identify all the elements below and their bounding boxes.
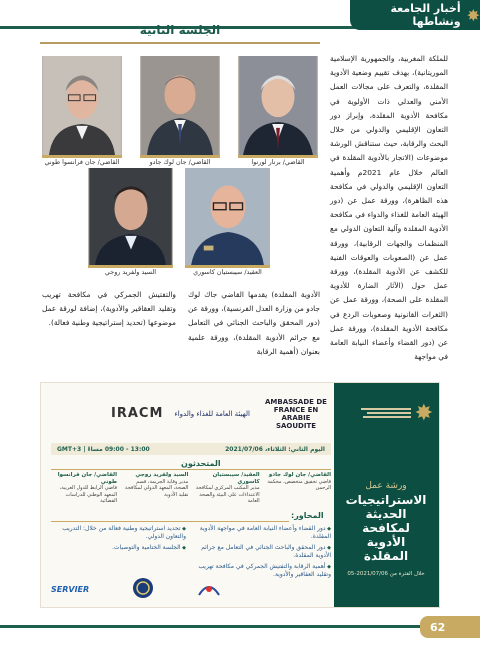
axis-item: ◆ دور القضاء وأعضاء النيابة العامة في مواجهة الأدوية المقلدة. xyxy=(196,525,331,541)
partner-emblem-icon xyxy=(197,577,221,601)
footer-rule xyxy=(0,625,420,628)
poster-title xyxy=(343,479,429,563)
article-column-left: والتفتيش الجمركي في مكافحة تهريب وتقليد العقاقير والأدوية)، إضافة لورقة عمل موضوعها (تحديد إستراتيجية وطنية فعالة). xyxy=(42,290,176,328)
photo-speaker-2 xyxy=(140,56,220,158)
photo-caption-5: السيد ولفريد روجي xyxy=(104,268,157,276)
photo-speaker-5 xyxy=(88,168,173,268)
axis-item: ◆ دور المحقق والباحث الجنائي في التعامل مع جرائم الأدوية المقلدة. xyxy=(196,544,331,560)
iracm-logo: IRACM xyxy=(111,406,164,421)
ambassade-logo: AMBASSADE DE FRANCE EN ARABIE SAOUDITE xyxy=(265,398,327,430)
photo-caption-1: القاضي/ برنار لورنوا xyxy=(251,158,305,166)
portrait-image xyxy=(238,56,318,155)
axes-column-left xyxy=(51,525,186,582)
speaker-item: القاضي/ جان لوك جادو قاضي تحقيق متخصص، محكمة الرحمن xyxy=(267,472,331,491)
photo-speaker-3 xyxy=(42,56,122,158)
speaker-item: العقيد/ سيبستيان كاسوري مدير المكتب المركزي لمكافحة الاعتداءات على البيئة والصحة العامة xyxy=(195,472,260,504)
speakers-list xyxy=(51,472,331,505)
poster-time: 13:00 - 09:00 مساءً | GMT+3 xyxy=(57,445,150,453)
axis-item: ◆ أهمية الرقابة والتفتيش الجمركي في مكافحة تهريب وتقليد العقاقير والأدوية. xyxy=(196,563,331,579)
photo-caption-3: القاضي/ جان فرانسوا طوني xyxy=(44,158,120,166)
speaker-item: السيد ولفريد روجي مدير وقاية الجريمة، قسم الصحة، المعهد الدولي لمكافحة تقليد الأدوية xyxy=(125,472,189,498)
sponsor-logos xyxy=(51,575,221,603)
nauss-emblem-icon: ✸ xyxy=(414,400,433,426)
poster-title-panel xyxy=(334,383,439,608)
portrait-image xyxy=(185,168,270,265)
portrait-image xyxy=(140,56,220,155)
nauss-logo xyxy=(337,393,433,433)
poster-title-main: الاستراتيجيات الحديثة لمكافحة الأدوية المقلدة xyxy=(345,493,427,563)
partner-logos xyxy=(111,391,331,437)
workshop-poster xyxy=(40,382,440,608)
session-title-rule xyxy=(40,42,320,44)
poster-period: خلال الفترة من 2021/07/06-05 xyxy=(347,571,425,577)
sfda-logo: الهيئة العامة للغذاء والدواء xyxy=(174,410,250,418)
axes-rule xyxy=(51,521,289,522)
page-number: 62 xyxy=(420,616,480,638)
portrait-image xyxy=(42,56,122,155)
servier-logo: SERVIER xyxy=(51,584,90,594)
axis-item: ◆ تحديد استراتيجية وطنية فعالة من خلال: التدريب والتعاون الدولي. xyxy=(51,525,186,541)
article-column-right: للملكة المغربية، والجمهورية الإسلامية الموريتانية)، بهدف تقييم وضعية الأدوية المقلدة، والتعرف على مجالات العمل الأمني والعدلي ذات الأولوية في مكافحة الأدوية المقلدة، وإبراز دور التعاون الإقليمي والدولي من خلال البحث والرقابة، حيث ستناقش الورشة موضوعات (الاتجار بالأدوية المقلدة في العالم خلال عام 2021م وأهمية التعاون الإقليمي والدولي في مكافحة هذه الظاهرة)، وورقة عمل عن (دور الهيئة العامة للغذاء والدواء في مكافحة الأدوية المقلدة وآلية التعاون الدولي مع المنظمات والجهات الرقابية)، وورقة عمل عن (الصعوبات والعوقات الفنية للكشف عن الأدوية المقلدة)، وورقة عمل حول (الآثار الضارة للأدوية المقلدة على الصحة)، وورقة عمل عن (الثغرات القانونية وصعوبات الردع في مكافحة الأدوية المقلدة)، وورقة عمل عن (دور القضاء وأعضاء النيابة العامة في مواجهة xyxy=(330,54,448,362)
poster-title-small: ورشة عمل xyxy=(365,481,407,491)
round-seal-icon xyxy=(132,577,154,601)
session-title: الجلسة الثانية xyxy=(139,23,221,37)
photo-caption-4: العقيد/ سيبستيان كاسوري xyxy=(193,268,262,276)
article-column-middle: الأدوية المقلدة) يقدمها القاضي جاك لوك جادو من وزارة العدل الفرنسية)، وورقة عن (دور المحقق والباحث الجنائي في التعامل مع جرائم الأدوية المقلدة)، وورقة علمية بعنوان (أهمية الرقابة xyxy=(188,290,320,356)
axes-heading: المحاور: xyxy=(291,511,324,520)
section-label: أخبار الجامعة ونشاطها xyxy=(390,2,461,28)
axis-item: ◆ الجلسة الختامية والتوصيات. xyxy=(51,544,186,552)
photo-speaker-1 xyxy=(238,56,318,158)
university-emblem-icon: ✸ xyxy=(466,5,480,25)
speakers-heading: المتحدثون xyxy=(181,459,221,468)
portrait-image xyxy=(88,168,173,265)
speakers-rule xyxy=(51,469,331,470)
photo-speaker-4 xyxy=(185,168,270,268)
poster-date: اليوم الثاني: الثلاثاء، 2021/07/06 xyxy=(225,445,325,453)
axes-list xyxy=(51,525,331,582)
photo-caption-2: القاضي/ جان لوك جادو xyxy=(149,158,211,166)
section-tab xyxy=(350,0,480,30)
axes-column-right xyxy=(196,525,331,582)
speaker-item: القاضي/ جان فرانسوا طوني قاضي الرابط للدول العربية، المعهد الوطني للدراسات القضائية xyxy=(57,472,118,504)
poster-day-bar xyxy=(51,443,331,455)
